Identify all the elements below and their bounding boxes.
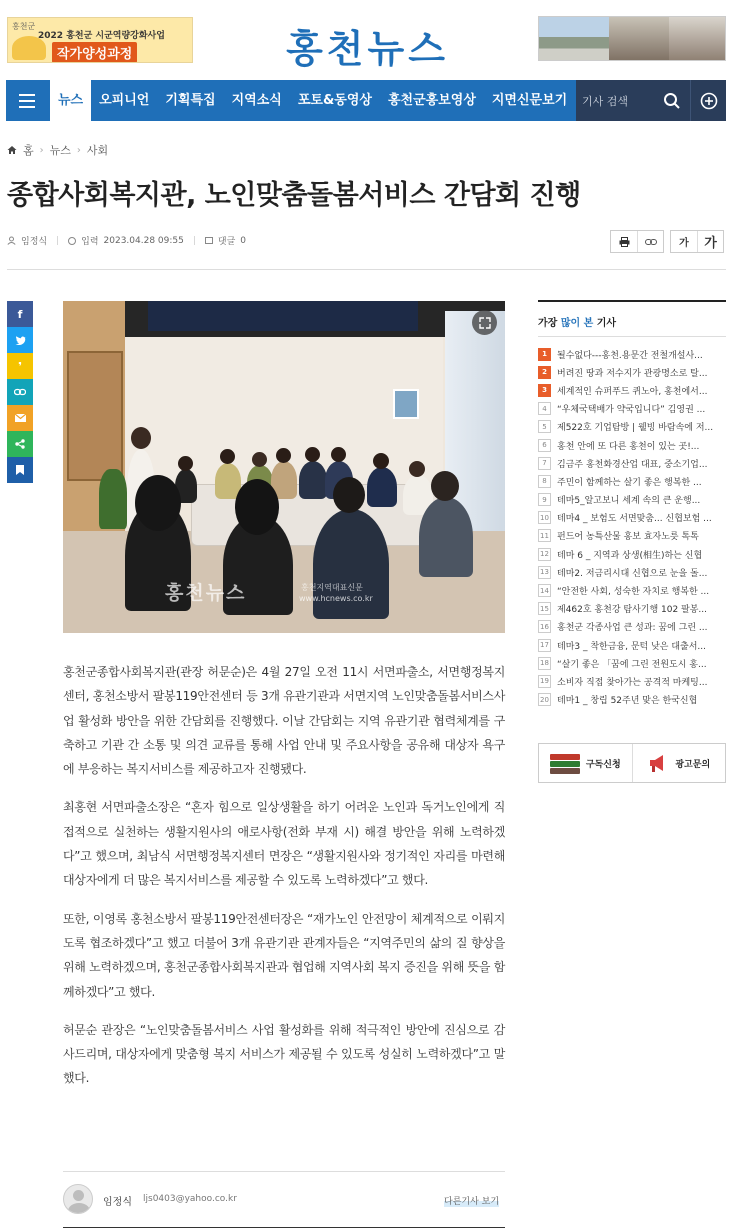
rank-number: 14	[538, 584, 551, 597]
popular-article-title: 펀드어 농특산물 홍보 효자노릇 톡톡	[557, 532, 699, 543]
list-item[interactable]	[538, 381, 726, 399]
email-icon[interactable]	[7, 405, 33, 431]
comments-count: 0	[240, 235, 247, 246]
avatar	[63, 1184, 93, 1214]
clock-icon	[68, 237, 76, 245]
popular-article-title: 홍천 안에 또 다른 홍천이 있는 곳!...	[557, 441, 700, 452]
facebook-icon[interactable]: f	[7, 301, 33, 327]
list-item[interactable]	[538, 672, 726, 690]
sidebar-banner	[538, 743, 726, 783]
popular-heading	[538, 300, 726, 336]
nav-item-local[interactable]: 지역소식	[231, 93, 282, 108]
banner-mid-text: 2022 홍천군 시군역량강화사업	[38, 31, 165, 41]
article-paragraph: 홍천군종합사회복지관(관장 허문순)은 4월 27일 오전 11시 서면파출소, 서면행정복지센터, 홍천소방서 팔봉119안전센터 등 3개 유관기관과 서면지역 노인맞춤돌봄서비스사업 활성화 방안을 위한 간담회를 진행했다. 이날 간담회는 지역 유관기관 협력체계를 구축하고 기관 간 소통 및 의견 교류를 통해 사업 안내 및 주요사항을 공유해 대상자 욕구에 부응하는 복지서비스를 제공하고자 진행됐다.	[63, 665, 505, 777]
rank-number: 16	[538, 620, 551, 633]
article-date: 2023.04.28 09:55	[103, 235, 184, 246]
chevron-right-icon: ›	[76, 144, 81, 156]
popular-article-title: 테마2. 저금리시대 신협으로 눈을 돌...	[557, 568, 708, 579]
photo-watermark: 홍천뉴스	[165, 582, 247, 604]
rank-number: 2	[538, 366, 551, 379]
popular-article-title: 소비자 직접 찾아가는 공격적 마케팅...	[557, 677, 708, 688]
popular-heading-post: 기사	[596, 318, 617, 329]
rank-number: 3	[538, 384, 551, 397]
popular-article-title: 테마3 _ 착한금융, 문턱 낮은 대출서...	[557, 641, 706, 652]
list-item[interactable]	[538, 581, 726, 599]
article-meta: 임정식 | 입력 2023.04.28 09:55 | 댓글 0	[7, 234, 246, 247]
popular-articles-panel	[538, 300, 726, 709]
article-author[interactable]: 임정식	[21, 237, 48, 247]
nav-item-feature[interactable]: 기획특집	[165, 93, 216, 108]
rank-number: 9	[538, 493, 551, 506]
list-item[interactable]	[538, 491, 726, 509]
popular-article-title: 주민이 함께하는 살기 좋은 행복한 ...	[557, 477, 702, 488]
article-tools	[610, 230, 724, 253]
popular-article-title: 테마1 _ 창립 52주년 맞은 한국신협	[557, 696, 698, 707]
photo-watermark-tagline: 홍천지역대표신문	[301, 583, 363, 592]
list-item[interactable]	[538, 509, 726, 527]
home-icon[interactable]	[7, 145, 17, 155]
breadcrumb-news[interactable]: 뉴스	[49, 144, 71, 157]
list-item[interactable]	[538, 563, 726, 581]
megaphone-icon	[647, 752, 669, 774]
print-icon	[619, 237, 630, 247]
rank-number: 1	[538, 348, 551, 361]
breadcrumb	[7, 142, 108, 158]
article-paragraph: 허문순 관장은 “노인맞춤돌봄서비스 사업 활성화를 위해 적극적인 방안에 진심으로 감사드리며, 대상자에게 맞춤형 복지 서비스가 제공될 수 있도록 성실히 노력하겠다”고 말했다.	[63, 1022, 505, 1086]
search-input[interactable]	[582, 91, 656, 111]
chevron-right-icon: ›	[39, 144, 44, 156]
banner-big-text: 작가양성과정	[52, 42, 137, 63]
rank-number: 10	[538, 511, 551, 524]
rank-number: 5	[538, 420, 551, 433]
books-icon	[550, 752, 580, 774]
rank-number: 19	[538, 675, 551, 688]
plus-circle-icon	[700, 92, 718, 110]
date-label: 입력	[81, 237, 99, 247]
footer-author-email[interactable]: ljs0403@yahoo.co.kr	[143, 1194, 237, 1204]
popular-article-title: 김금주 홍천화경산업 대표, 중소기업...	[557, 459, 708, 470]
rank-number: 12	[538, 548, 551, 561]
popular-article-title: 테마5_알고보니 세계 속의 큰 운행...	[557, 496, 701, 507]
search-box	[576, 80, 690, 121]
list-item[interactable]	[538, 600, 726, 618]
popular-article-title: 버려진 땅과 저수지가 관광명소로 탈...	[557, 368, 708, 379]
rank-number: 15	[538, 602, 551, 615]
rank-number: 8	[538, 475, 551, 488]
footer-author-name[interactable]: 임정식	[103, 1197, 132, 1208]
list-item[interactable]	[538, 400, 726, 418]
popular-list	[538, 345, 726, 709]
breadcrumb-home[interactable]: 홈	[23, 144, 34, 157]
rank-number: 4	[538, 402, 551, 415]
list-item[interactable]	[538, 618, 726, 636]
promo-banner-right[interactable]	[538, 16, 726, 61]
popular-article-title: 될수없다---홍천.용문간 전철개설사...	[557, 350, 703, 361]
banner-photo-building	[539, 17, 609, 61]
font-decrease-button[interactable]: 가	[679, 238, 689, 249]
article-photo[interactable]	[63, 301, 505, 633]
share-bar	[7, 301, 33, 483]
popular-article-title: “우체국택배가 약국입니다” 김영권 ...	[557, 405, 706, 416]
list-item[interactable]	[538, 545, 726, 563]
nav-item-photo-video[interactable]: 포토&동영상	[297, 93, 372, 108]
twitter-icon[interactable]	[7, 327, 33, 353]
rank-number: 17	[538, 639, 551, 652]
list-item[interactable]	[538, 654, 726, 672]
search-icon[interactable]	[662, 91, 682, 111]
popular-article-title: “안전한 사회, 성숙한 자치로 행복한 ...	[557, 587, 710, 598]
subscribe-button[interactable]	[539, 744, 632, 782]
nav-item-news[interactable]: 뉴스	[50, 80, 91, 121]
list-item[interactable]	[538, 527, 726, 545]
expand-photo-icon[interactable]	[472, 310, 497, 335]
article-paragraph: 최홍현 서면파출소장은 “혼자 힘으로 일상생활을 하기 어려운 노인과 독거노인에게 직접적으로 실천하는 생활지원사의 애로사항(전화 부재 시) 해결 방안을 위해 노력하겠다”고 했으며, 최남식 서면행정복지센터 면장은 “생활지원사와 정기적인 자리를 마련해 대상자에게 더 많은 복지서비스를 제공할 수 있도록 노력하겠다”고 했다.	[63, 800, 505, 888]
hamburger-menu-icon[interactable]	[6, 80, 48, 121]
rank-number: 18	[538, 657, 551, 670]
nav-item-print-edition[interactable]: 지면신문보기	[491, 93, 568, 108]
ad-inquiry-button[interactable]	[632, 744, 726, 782]
list-item[interactable]	[538, 436, 726, 454]
share-icon[interactable]	[7, 431, 33, 457]
banner-photo-meeting	[609, 17, 669, 61]
popular-article-title: 세계적인 슈퍼푸드 퀴노아, 홍천에서...	[557, 386, 708, 397]
popular-heading-pre: 가장	[538, 318, 558, 329]
list-item[interactable]	[538, 636, 726, 654]
rank-number: 11	[538, 529, 551, 542]
rank-number: 20	[538, 693, 551, 706]
link-share-icon[interactable]	[7, 379, 33, 405]
list-item[interactable]	[538, 418, 726, 436]
popular-article-title: 테마 6 _ 지역과 상생(相生)하는 신협	[557, 550, 703, 561]
more-menu-button[interactable]	[690, 80, 726, 121]
list-item[interactable]	[538, 345, 726, 363]
subscribe-label: 구독신청	[585, 759, 621, 770]
other-articles-link[interactable]: 다른기사 보기	[444, 1194, 499, 1207]
photo-watermark-url: www.hcnews.co.kr	[299, 594, 373, 603]
rank-number: 6	[538, 439, 551, 452]
nav-item-opinion[interactable]: 오피니언	[99, 93, 150, 108]
comment-icon	[205, 237, 213, 244]
nav-item-pr-video[interactable]: 홍천군홍보영상	[387, 93, 476, 108]
font-increase-button[interactable]: 가	[697, 231, 723, 252]
article-title: 종합사회복지관, 노인맞춤돌봄서비스 간담회 진행	[7, 180, 581, 211]
divider	[7, 269, 726, 270]
site-header	[0, 0, 735, 80]
list-item[interactable]	[538, 691, 726, 709]
popular-article-title: 제522호 기업탐방 | 웰빙 바람속에 저...	[557, 423, 714, 434]
popular-heading-highlight: 많이 본	[560, 318, 594, 329]
list-item[interactable]	[538, 472, 726, 490]
popular-article-title: 테마4 _ 보험도 서면맞춤... 신협보험 ...	[557, 514, 712, 525]
popular-article-title: 홍천군 각종사업 큰 성과: 꿈에 그린 ...	[557, 623, 708, 634]
list-item[interactable]	[538, 363, 726, 381]
comments-label: 댓글	[217, 237, 236, 247]
site-logo[interactable]: 홍천뉴스	[286, 27, 449, 71]
kakaostory-icon[interactable]: ❜	[7, 353, 33, 379]
banner-small-text: 홍천군	[12, 22, 36, 31]
banner-photo-room	[669, 17, 726, 61]
breadcrumb-society[interactable]: 사회	[86, 144, 109, 157]
print-button[interactable]	[611, 231, 637, 252]
popular-article-title: “살기 좋은 「꿈에 그린 전원도시 홍...	[557, 659, 707, 670]
article-paragraph: 또한, 이영록 홍천소방서 팔봉119안전센터장은 “재가노인 안전망이 체계적으로 이뤄지도록 협조하겠다”고 했고 더불어 3개 유관기관 관계자들은 “지역주민의 삶의 질 향상을 위해 노력하겠으며, 홍천군종합사회복지관과 협업해 지역사회 복지 증진을 위해 뜻을 함께하겠다”고 했다.	[63, 911, 505, 999]
bookmark-icon[interactable]	[7, 457, 33, 483]
link-icon	[645, 238, 657, 246]
copy-link-button[interactable]	[637, 231, 663, 252]
popular-article-title: 제462호 홍천강 탐사기행 102 팔봉...	[557, 605, 708, 616]
user-icon	[7, 236, 16, 245]
list-item[interactable]	[538, 454, 726, 472]
rank-number: 13	[538, 566, 551, 579]
article-body	[63, 660, 505, 1105]
main-nav	[6, 80, 726, 121]
rank-number: 7	[538, 457, 551, 470]
divider	[63, 1171, 505, 1172]
ad-label: 광고문의	[675, 759, 711, 770]
